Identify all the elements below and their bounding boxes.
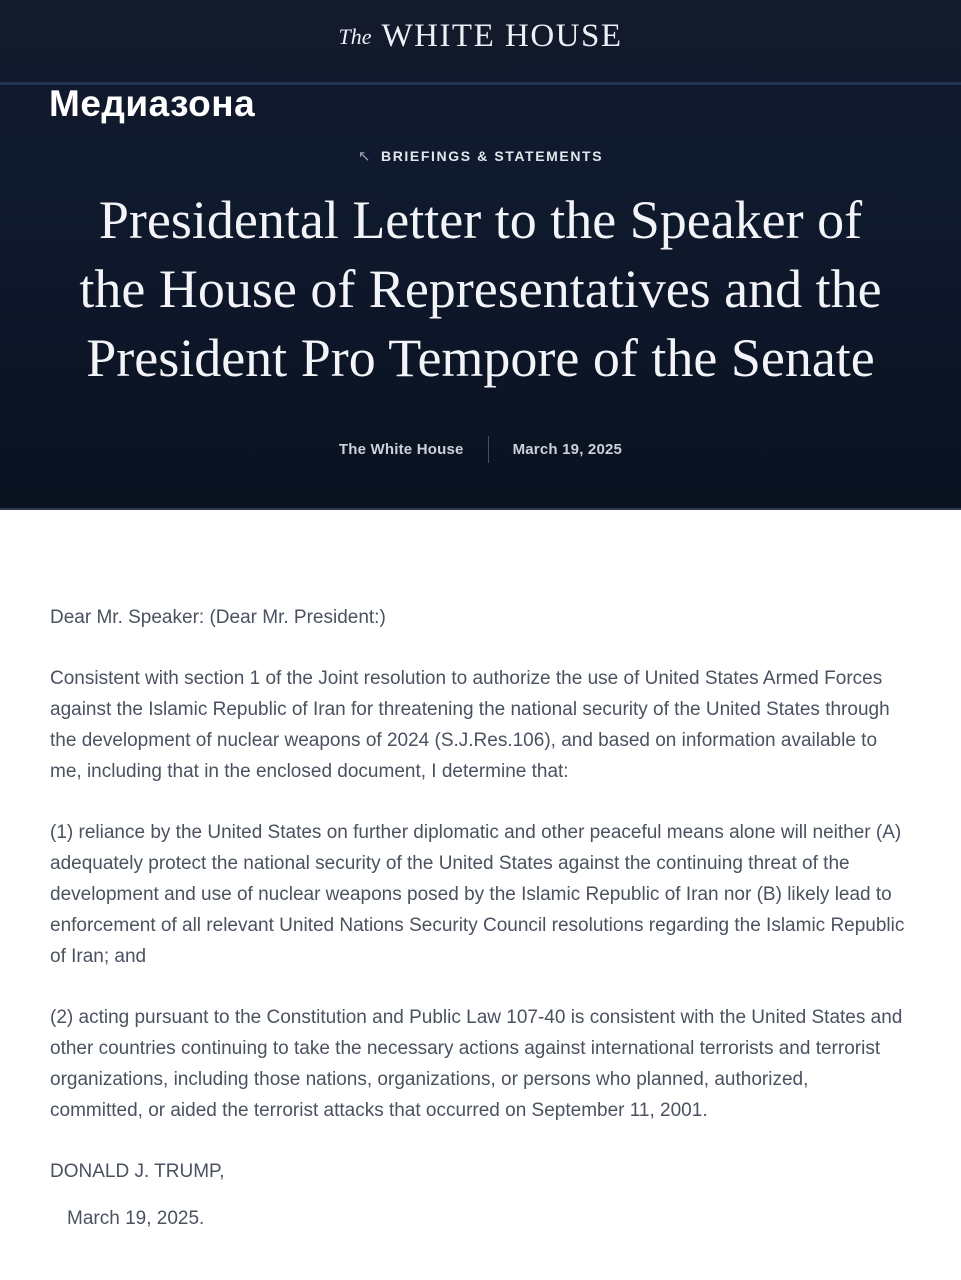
breadcrumb-label: BRIEFINGS & STATEMENTS xyxy=(381,148,604,164)
paragraph-consistent: Consistent with section 1 of the Joint resolution to authorize the use of United States Armed Forces against the Islamic Republic of Iran for threatening the national security of the United States through the development of nuclear weapons of 2024 (S.J.Res.106), and based on information available to me, including that in the enclosed document, I determine that: xyxy=(50,668,890,782)
title-line-1: Presidental Letter to the Speaker of xyxy=(98,190,863,250)
mediazona-watermark: Медиазона xyxy=(49,83,256,124)
logo-name: WHITE HOUSE xyxy=(381,18,623,54)
signature-name: DONALD J. TRUMP, xyxy=(50,1161,225,1182)
title-line-2: the House of Representatives and the xyxy=(79,259,882,319)
meta-date: March 19, 2025 xyxy=(512,441,623,458)
meta-source: The White House xyxy=(338,441,464,458)
paragraph-item-2: (2) acting pursuant to the Constitution and Public Law 107-40 is consistent with the United States and other countries continuing to take the necessary actions against international terrorists and terrorist organizations, including those nations, organizations, or persons who planned, authorized, committed, or aided the terrorist attacks that occurred on September 11, 2001. xyxy=(50,1007,903,1121)
meta-divider xyxy=(488,436,489,463)
breadcrumb-briefings-statements[interactable] xyxy=(0,147,961,165)
arrow-up-left-icon: ↖ xyxy=(357,148,373,165)
paragraph-item-1: (1) reliance by the United States on further diplomatic and other peaceful means alone will neither (A) adequately protect the national security of the United States against the continuing threat of the development and use of nuclear weapons posed by the Islamic Republic of Iran nor (B) likely lead to enforcement of all relevant United Nations Security Council resolutions regarding the Islamic Republic of Iran; and xyxy=(50,822,905,967)
page-title xyxy=(0,186,961,393)
salutation: Dear Mr. Speaker: (Dear Mr. President:) xyxy=(50,607,386,628)
title-line-3: President Pro Tempore of the Senate xyxy=(86,328,875,388)
white-house-logo[interactable] xyxy=(0,18,961,55)
letter-body xyxy=(0,510,961,1234)
logo-prefix: The xyxy=(338,24,372,49)
signature-date: March 19, 2025. xyxy=(67,1208,205,1229)
hero-section xyxy=(0,0,961,510)
article-meta xyxy=(0,436,961,463)
